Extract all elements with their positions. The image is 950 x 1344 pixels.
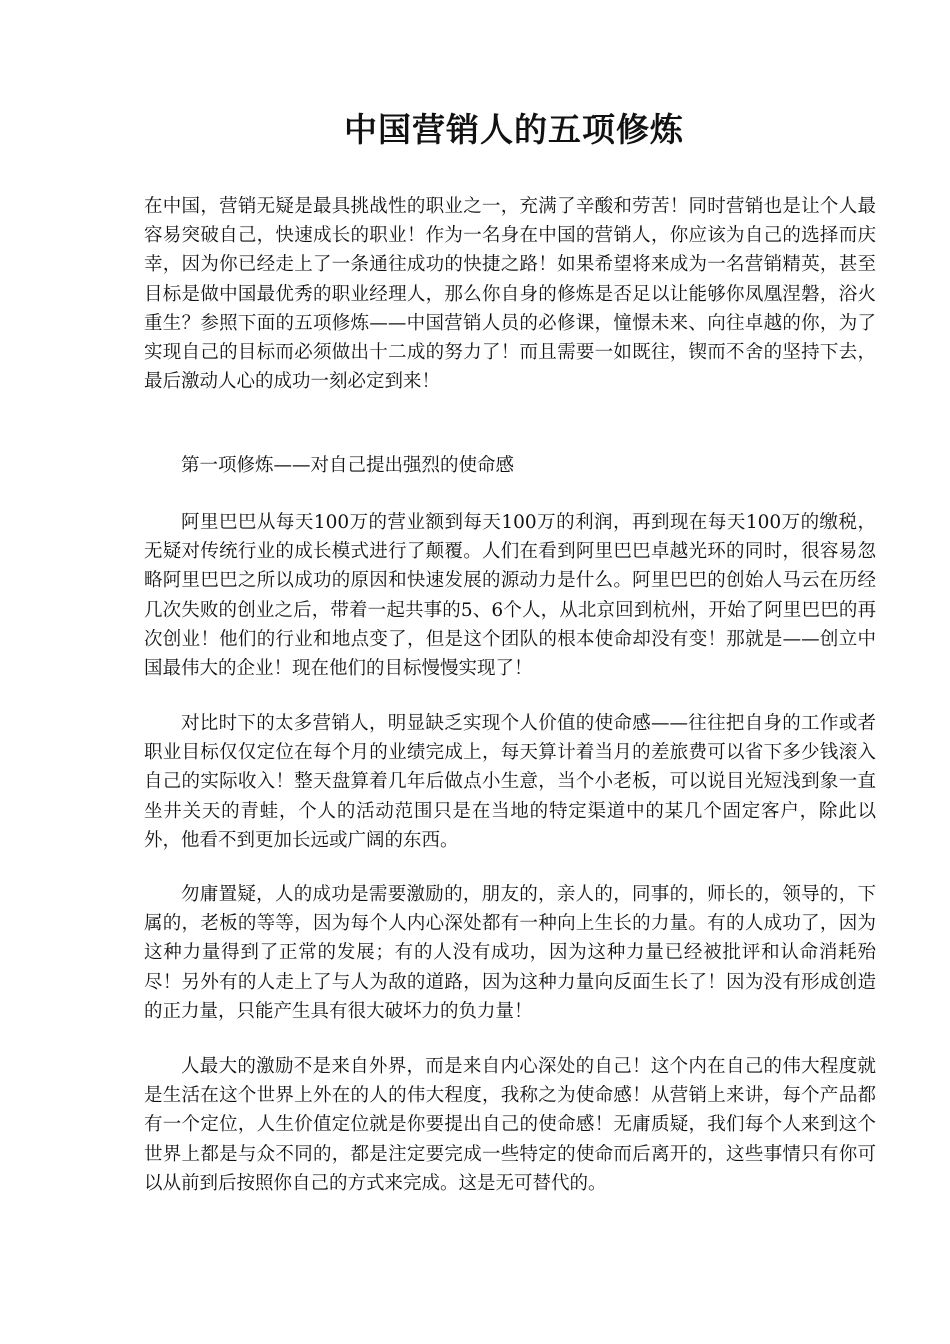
document-title: 中国营销人的五项修炼 <box>344 110 684 150</box>
body-paragraph: 勿庸置疑，人的成功是需要激励的，朋友的，亲人的，同事的，师长的，领导的，下属的，老板的等等，因为每个人内心深处都有一种向上生长的力量。有的人成功了，因为这种力量得到了正常的发展；有的人没有成功，因为这种力量已经被批评和认命消耗殆尽！另外有的人走上了与人为敌的道路，因为这种力量向反面生长了！因为没有形成创造的正力量，只能产生具有很大破坏力的负力量！ <box>144 884 876 1022</box>
section-heading: 第一项修炼——对自己提出强烈的使命感 <box>181 455 515 476</box>
body-paragraph: 人最大的激励不是来自外界，而是来自内心深处的自己！这个内在自己的伟大程度就是生活在这个世界上外在的人的伟大程度，我称之为使命感！从营销上来讲，每个产品都有一个定位，人生价值定位就是你要提出自己的使命感！无庸质疑，我们每个人来到这个世界上都是与众不同的，都是注定要完成一些特定的使命而后离开的，这些事情只有你可以从前到后按照你自己的方式来完成。这是无可替代的。 <box>144 1056 876 1194</box>
intro-paragraph: 在中国，营销无疑是最具挑战性的职业之一，充满了辛酸和劳苦！同时营销也是让个人最容易突破自己，快速成长的职业！作为一名身在中国的营销人，你应该为自己的选择而庆幸，因为你已经走上了一条通往成功的快捷之路！如果希望将来成为一名营销精英，甚至目标是做中国最优秀的职业经理人，那么你自身的修炼是否足以让能够你凤凰涅磐，浴火重生？参照下面的五项修炼——中国营销人员的必修课，憧憬未来、向往卓越的你，为了实现自己的目标而必须做出十二成的努力了！而且需要一如既往，锲而不舍的坚持下去，最后激动人心的成功一刻必定到来！ <box>144 196 876 393</box>
body-paragraph: 对比时下的太多营销人，明显缺乏实现个人价值的使命感——往往把自身的工作或者职业目标仅仅定位在每个月的业绩完成上，每天算计着当月的差旅费可以省下多少钱滚入自己的实际收入！整天盘算着几年后做点小生意，当个小老板，可以说目光短浅到象一直坐井关天的青蛙，个人的活动范围只是在当地的特定渠道中的某几个固定客户，除此以外，他看不到更加长远或广阔的东西。 <box>144 713 876 851</box>
body-paragraph: 阿里巴巴从每天100万的营业额到每天100万的利润，再到现在每天100万的缴税，无疑对传统行业的成长模式进行了颠覆。人们在看到阿里巴巴卓越光环的同时，很容易忽略阿里巴巴之所以成功的原因和快速发展的源动力是什么。阿里巴巴的创始人马云在历经几次失败的创业之后，带着一起共事的5、6个人，从北京回到杭州，开始了阿里巴巴的再次创业！他们的行业和地点变了，但是这个团队的根本使命却没有变！那就是——创立中国最伟大的企业！现在他们的目标慢慢实现了！ <box>144 512 876 680</box>
